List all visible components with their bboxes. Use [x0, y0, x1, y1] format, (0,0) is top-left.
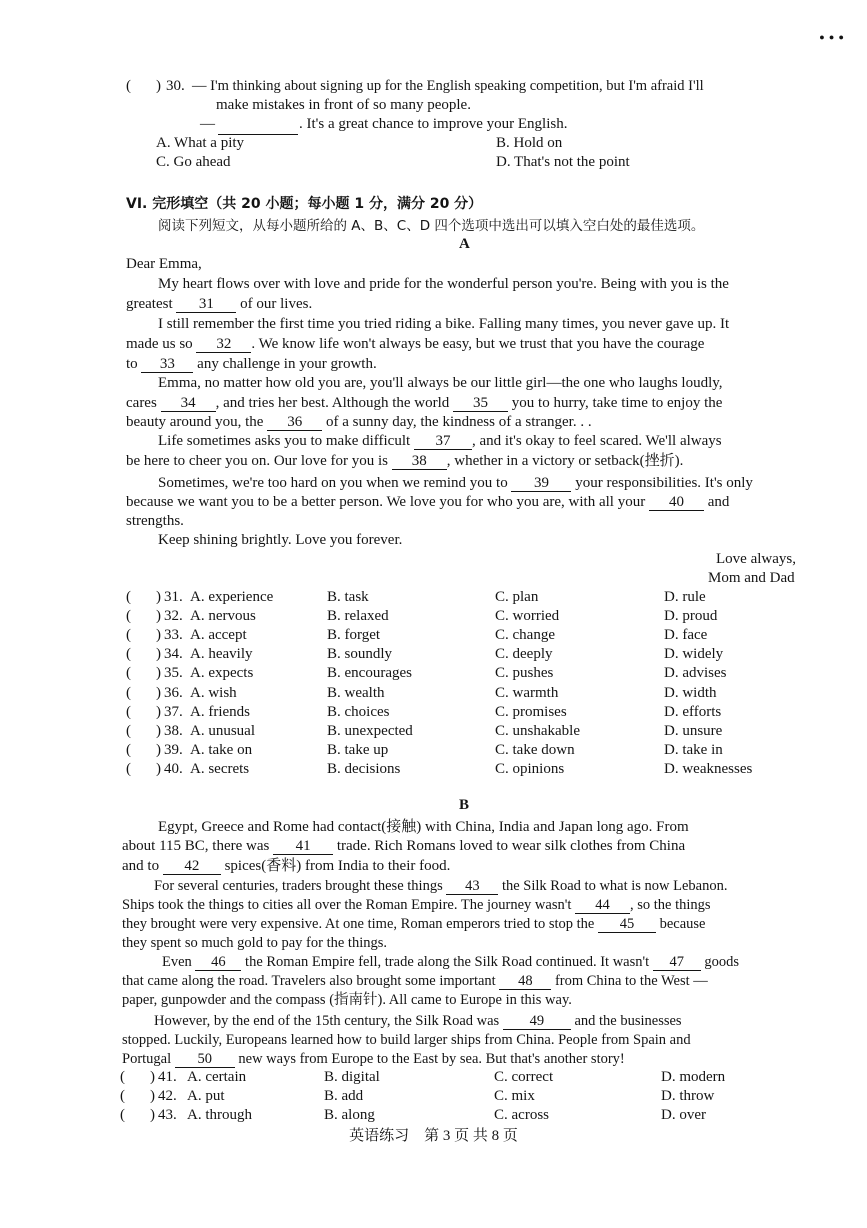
answer-paren-open: ( — [126, 608, 131, 625]
page-footer: 英语练习 第 3 页 共 8 页 — [349, 1128, 518, 1144]
passage-line: beauty around you, the 36 of a sunny day, the kindness of a stranger. . . — [126, 414, 592, 430]
question-number: 33. — [164, 627, 183, 644]
option-a: A. accept — [190, 627, 247, 644]
option-d: D. advises — [664, 665, 727, 682]
blank-49: 49 — [503, 1013, 571, 1030]
option-b: B. digital — [324, 1069, 380, 1085]
dialogue-line: make mistakes in front of so many people. — [216, 97, 471, 113]
blank-41: 41 — [273, 838, 333, 855]
passage-line: made us so 32 . We know life won't always be easy, but we trust that you have the courage — [126, 336, 705, 352]
answer-paren-close: ) — [150, 1107, 155, 1124]
blank-43: 43 — [446, 878, 498, 895]
passage-line: For several centuries, traders brought these things 43 the Silk Road to what is now Lebanon. — [154, 878, 728, 894]
signature-name: Mom and Dad — [708, 570, 795, 586]
option-c: C. plan — [495, 589, 539, 605]
option-b: B. encourages — [327, 665, 412, 682]
option-d: D. over — [661, 1107, 706, 1124]
answer-blank — [218, 118, 298, 135]
question-number: 35. — [164, 665, 183, 682]
answer-paren-close: ) — [156, 684, 161, 701]
option-d: D. unsure — [664, 722, 723, 739]
option-a: A. expects — [190, 665, 254, 682]
blank-34: 34 — [161, 395, 216, 412]
question-number: 32. — [164, 608, 183, 625]
option-b: B. wealth — [327, 684, 385, 701]
blank-32: 32 — [196, 336, 251, 353]
answer-paren-close: ) — [150, 1088, 155, 1105]
option-b: B. add — [324, 1088, 364, 1105]
answer-paren-open: ( — [126, 78, 131, 94]
option-a: A. through — [187, 1107, 252, 1124]
blank-33: 33 — [141, 356, 193, 373]
option-a: A. unusual — [190, 722, 255, 739]
dialogue-line: . It's a great chance to improve your English. — [299, 116, 568, 132]
option-b: B. take up — [327, 741, 389, 758]
blank-31: 31 — [176, 296, 236, 313]
option-b: B. relaxed — [327, 608, 389, 625]
passage-line: Keep shining brightly. Love you forever. — [158, 532, 403, 548]
section-instruction: 阅读下列短文，从每小题所给的 A、B、C、D 四个选项中选出可以填入空白处的最佳选项。 — [158, 218, 705, 234]
corner-mark: ● ● ● — [819, 32, 845, 42]
option-a: A. take on — [190, 741, 253, 758]
answer-paren-close: ) — [156, 589, 161, 605]
blank-47: 47 — [653, 954, 701, 971]
option-d: D. proud — [664, 608, 718, 625]
option-d: D. face — [664, 627, 708, 644]
option-a: A. wish — [190, 684, 237, 701]
passage-line: they spent so much gold to pay for the things. — [122, 935, 387, 951]
option-d: D. throw — [661, 1088, 715, 1105]
option-c: C. pushes — [495, 665, 554, 682]
option-a: A. What a pity — [156, 135, 245, 151]
option-c: C. correct — [494, 1069, 554, 1085]
option-d: D. efforts — [664, 703, 722, 720]
answer-paren-close: ) — [156, 665, 161, 682]
answer-paren-open: ( — [126, 741, 131, 758]
passage-line: stopped. Luckily, Europeans learned how to build larger ships from China. People from Spain and — [122, 1032, 691, 1048]
answer-paren-close: ) — [156, 627, 161, 644]
passage-line: Portugal 50 new ways from Europe to the East by sea. But that's another story! — [122, 1051, 625, 1067]
option-c: C. worried — [495, 608, 560, 625]
question-number: 43. — [158, 1107, 177, 1124]
option-c: C. promises — [495, 703, 567, 720]
passage-line: strengths. — [126, 513, 184, 529]
passage-line: Egypt, Greece and Rome had contact(接触) with China, India and Japan long ago. From — [158, 819, 689, 835]
question-number: 42. — [158, 1088, 177, 1105]
question-number: 37. — [164, 703, 183, 720]
passage-label: A — [459, 236, 470, 252]
passage-line: that came along the road. Travelers also brought some important 48 from China to the West — — [122, 973, 708, 989]
question-number: 34. — [164, 646, 183, 663]
option-d: D. widely — [664, 646, 724, 663]
answer-paren-open: ( — [126, 703, 131, 720]
passage-line: because we want you to be a better person. We love you for who you are, with all your 40 and — [126, 494, 730, 510]
answer-paren-close: ) — [156, 646, 161, 663]
option-c: C. Go ahead — [156, 154, 231, 170]
answer-paren-open: ( — [126, 665, 131, 682]
passage-line: greatest 31 of our lives. — [126, 296, 313, 312]
blank-42: 42 — [163, 858, 221, 875]
answer-paren-open: ( — [120, 1088, 125, 1105]
option-d: D. take in — [664, 741, 723, 758]
answer-paren-close: ) — [156, 608, 161, 625]
option-a: A. experience — [190, 589, 274, 605]
option-a: A. certain — [187, 1069, 247, 1085]
passage-line: and to 42 spices(香料) from India to their food. — [122, 858, 451, 874]
question-number: 41. — [158, 1069, 177, 1085]
blank-48: 48 — [499, 973, 551, 990]
passage-line: Life sometimes asks you to make difficult 37 , and it's okay to feel scared. We'll always — [158, 433, 722, 449]
option-c: C. take down — [495, 741, 575, 758]
answer-paren-close: ) — [150, 1069, 155, 1085]
option-b: B. soundly — [327, 646, 393, 663]
blank-39: 39 — [511, 475, 571, 492]
blank-50: 50 — [175, 1051, 235, 1068]
option-b: B. Hold on — [496, 135, 563, 151]
passage-line: I still remember the first time you tried riding a bike. Falling many times, you never gave up. It — [158, 316, 730, 332]
option-b: B. forget — [327, 627, 381, 644]
option-c: C. warmth — [495, 684, 559, 701]
passage-line: about 115 BC, there was 41 trade. Rich Romans loved to wear silk clothes from China — [122, 838, 686, 854]
blank-36: 36 — [267, 414, 322, 431]
passage-line: cares 34 , and tries her best. Although the world 35 you to hurry, take time to enjoy the — [126, 395, 723, 411]
answer-paren-open: ( — [126, 627, 131, 644]
dialogue-dash: — — [200, 116, 215, 132]
passage-line: be here to cheer you on. Our love for you is 38 , whether in a victory or setback(挫折). — [126, 453, 684, 469]
option-c: C. across — [494, 1107, 549, 1124]
answer-paren-close: ) — [156, 703, 161, 720]
option-b: B. task — [327, 589, 369, 605]
answer-paren-open: ( — [126, 760, 131, 777]
option-c: C. unshakable — [495, 722, 580, 739]
question-number: 38. — [164, 722, 183, 739]
passage-line: to 33 any challenge in your growth. — [126, 356, 377, 372]
answer-paren-open: ( — [126, 589, 131, 605]
question-number: 31. — [164, 589, 183, 605]
answer-paren-open: ( — [126, 646, 131, 663]
passage-line: paper, gunpowder and the compass (指南针). All came to Europe in this way. — [122, 992, 572, 1008]
option-d: D. weaknesses — [664, 760, 753, 777]
blank-46: 46 — [195, 954, 241, 971]
option-a: A. secrets — [190, 760, 250, 777]
question-number: 36. — [164, 684, 183, 701]
option-c: C. deeply — [495, 646, 553, 663]
question-number: 40. — [164, 760, 183, 777]
passage-line: Emma, no matter how old you are, you'll always be our little girl—the one who laughs loudly, — [158, 375, 723, 391]
answer-paren-close: ) — [156, 722, 161, 739]
question-number: 30. — [166, 78, 185, 94]
salutation: Dear Emma, — [126, 256, 202, 272]
option-a: A. heavily — [190, 646, 253, 663]
option-d: D. modern — [661, 1069, 726, 1085]
section-title: VI. 完形填空（共 20 小题；每小题 1 分，满分 20 分） — [126, 196, 483, 212]
passage-line: My heart flows over with love and pride for the wonderful person you're. Being with you is the — [158, 276, 729, 292]
blank-35: 35 — [453, 395, 508, 412]
question-number: 39. — [164, 741, 183, 758]
option-b: B. along — [324, 1107, 375, 1124]
passage-line: However, by the end of the 15th century, the Silk Road was 49 and the businesses — [154, 1013, 682, 1029]
option-d: D. width — [664, 684, 717, 701]
passage-line: Ships took the things to cities all over the Roman Empire. The journey wasn't 44 , so the things — [122, 897, 711, 913]
passage-line: Sometimes, we're too hard on you when we remind you to 39 your responsibilities. It's only — [158, 475, 753, 491]
dialogue-line: — I'm thinking about signing up for the English speaking competition, but I'm afraid I'll — [192, 78, 704, 94]
option-a: A. put — [187, 1088, 225, 1105]
option-b: B. decisions — [327, 760, 401, 777]
answer-paren-close: ) — [156, 78, 161, 94]
passage-line: they brought were very expensive. At one time, Roman emperors tried to stop the 45 because — [122, 916, 706, 932]
answer-paren-open: ( — [126, 722, 131, 739]
answer-paren-close: ) — [156, 760, 161, 777]
option-d: D. That's not the point — [496, 154, 630, 170]
answer-paren-close: ) — [156, 741, 161, 758]
answer-paren-open: ( — [120, 1069, 125, 1085]
option-a: A. nervous — [190, 608, 256, 625]
option-a: A. friends — [190, 703, 250, 720]
passage-line: Even 46 the Roman Empire fell, trade along the Silk Road continued. It wasn't 47 goods — [162, 954, 740, 970]
option-c: C. opinions — [495, 760, 565, 777]
blank-45: 45 — [598, 916, 656, 933]
answer-paren-open: ( — [126, 684, 131, 701]
signature-closing: Love always, — [716, 551, 796, 567]
option-c: C. change — [495, 627, 555, 644]
blank-37: 37 — [414, 433, 472, 450]
blank-40: 40 — [649, 494, 704, 511]
option-d: D. rule — [664, 589, 706, 605]
blank-44: 44 — [575, 897, 630, 914]
blank-38: 38 — [392, 453, 447, 470]
option-b: B. unexpected — [327, 722, 413, 739]
passage-label: B — [459, 797, 470, 813]
answer-paren-open: ( — [120, 1107, 125, 1124]
option-c: C. mix — [494, 1088, 535, 1105]
option-b: B. choices — [327, 703, 390, 720]
